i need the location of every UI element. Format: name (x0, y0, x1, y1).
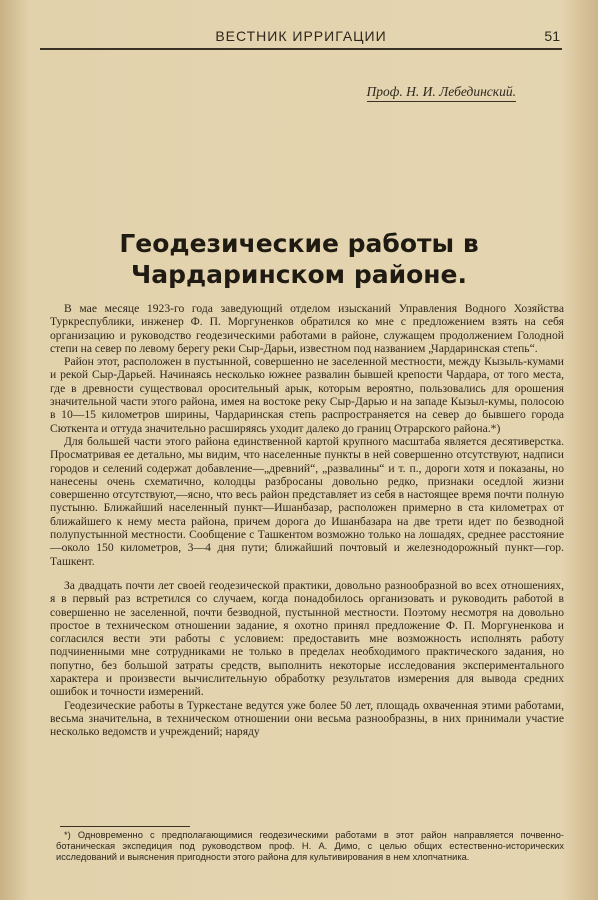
paragraph-3: Для большей части этого района единственной картой крупного масштаба является десятиверстка. Просматривая ее детально, мы видим, что населенные пункты в ней совершенно отсутствуют, надписи городов и селений содержат добавление—„древний“, „развалины“ и т. п., дороги хотя и показаны, но нанесены очень схематично, колодцы разбросаны довольно редко, признаки оседлой жизни совершенно отсутствуют,—ясно, что весь район представляет из себя в настоящее время почти полную пустыню. Ближайший населенный пункт—Ишанбазар, расположен примерно в ста километрах от ближайшего к нему места района, причем дорога до Ишанбазара на две трети идет по безводной полупустынной местности. Сообщение с Ташкентом возможно только на лошадях, среднее расстояние—около 150 километров, 3—4 дня пути; ближайший почтовый и железнодорожный пункт—гор. Ташкент. (50, 434, 564, 568)
running-header (40, 26, 562, 50)
footnote (56, 830, 564, 864)
footnote-text: *) Одновременно с предполагающимися геодезическими работами в этот район направляется почвенно-ботаническая экспедиция под руководством проф. Н. А. Димо, с целью общих естественно-исторических исследований и выяснения пригодности этого района для культивирования в нем хлопчатника. (56, 830, 564, 863)
paragraph-1: В мае месяце 1923-го года заведующий отделом изысканий Управления Водного Хозяйства Туркреспублики, инженер Ф. П. Моргуненков обратился ко мне с предложением взять на себя организацию и руководство геодезическими работами в районе, служащем продолжением Голодной степи на север по левому берегу реки Сыр-Дарьи, известном под названием „Чардаринская степь“. (50, 302, 564, 355)
author-byline: Проф. Н. И. Лебединский. (367, 84, 516, 102)
footnote-divider (60, 826, 190, 827)
article-title: Геодезические работы в Чардаринском районе. (119, 229, 479, 289)
paragraph-2: Район этот, расположен в пустынной, совершенно не заселенной местности, между Кызыль-кумами и рекой Сыр-Дарьей. Начинаясь несколько южнее развалин бывшей крепости Чардара, от того места, где в древности существовал оросительный арык, которым вероятно, пользовались для орошения значительной части этого района, имея на востоке реку Сыр-Дарью и на западе Кызыл-кумы, полосою в 10—15 километров ширины, Чардаринская степь распространяется на север до бывшего города Сюткента и оттуда значительно расширяясь уходит далеко до границ Отрарского района.*) (50, 355, 564, 435)
article-body (50, 302, 564, 739)
page-number: 51 (544, 28, 560, 44)
paragraph-5: Геодезические работы в Туркестане ведутся уже более 50 лет, площадь охваченная этими работами, весьма значительна, в техническом отношении они весьма разнообразны, в них принимали участие несколько ведомств и учреждений; наряду (50, 698, 564, 739)
journal-title: ВЕСТНИК ИРРИГАЦИИ (215, 28, 387, 44)
paragraph-4: За двадцать почти лет своей геодезической практики, довольно разнообразной во всех отношениях, я в первый раз встретился со случаем, когда понадобилось организовать и руководить работой в совершенно не заселенной, почти безводной, пустынной местности. Поэтому несмотря на довольно простое в техническом отношении задание, я охотно принял предложение Ф. П. Моргуненкова и согласился вести эти работы с условием: предоставить мне возможность исполнять работу подчиненными мне сотрудниками не только в пределах необходимого практического задания, но попутно, без большой затраты средств, выполнить некоторые исследования экспериментального характера и произвести вычислительную обработку результатов измерения для вывода средних ошибок и точности измерений. (50, 578, 564, 699)
